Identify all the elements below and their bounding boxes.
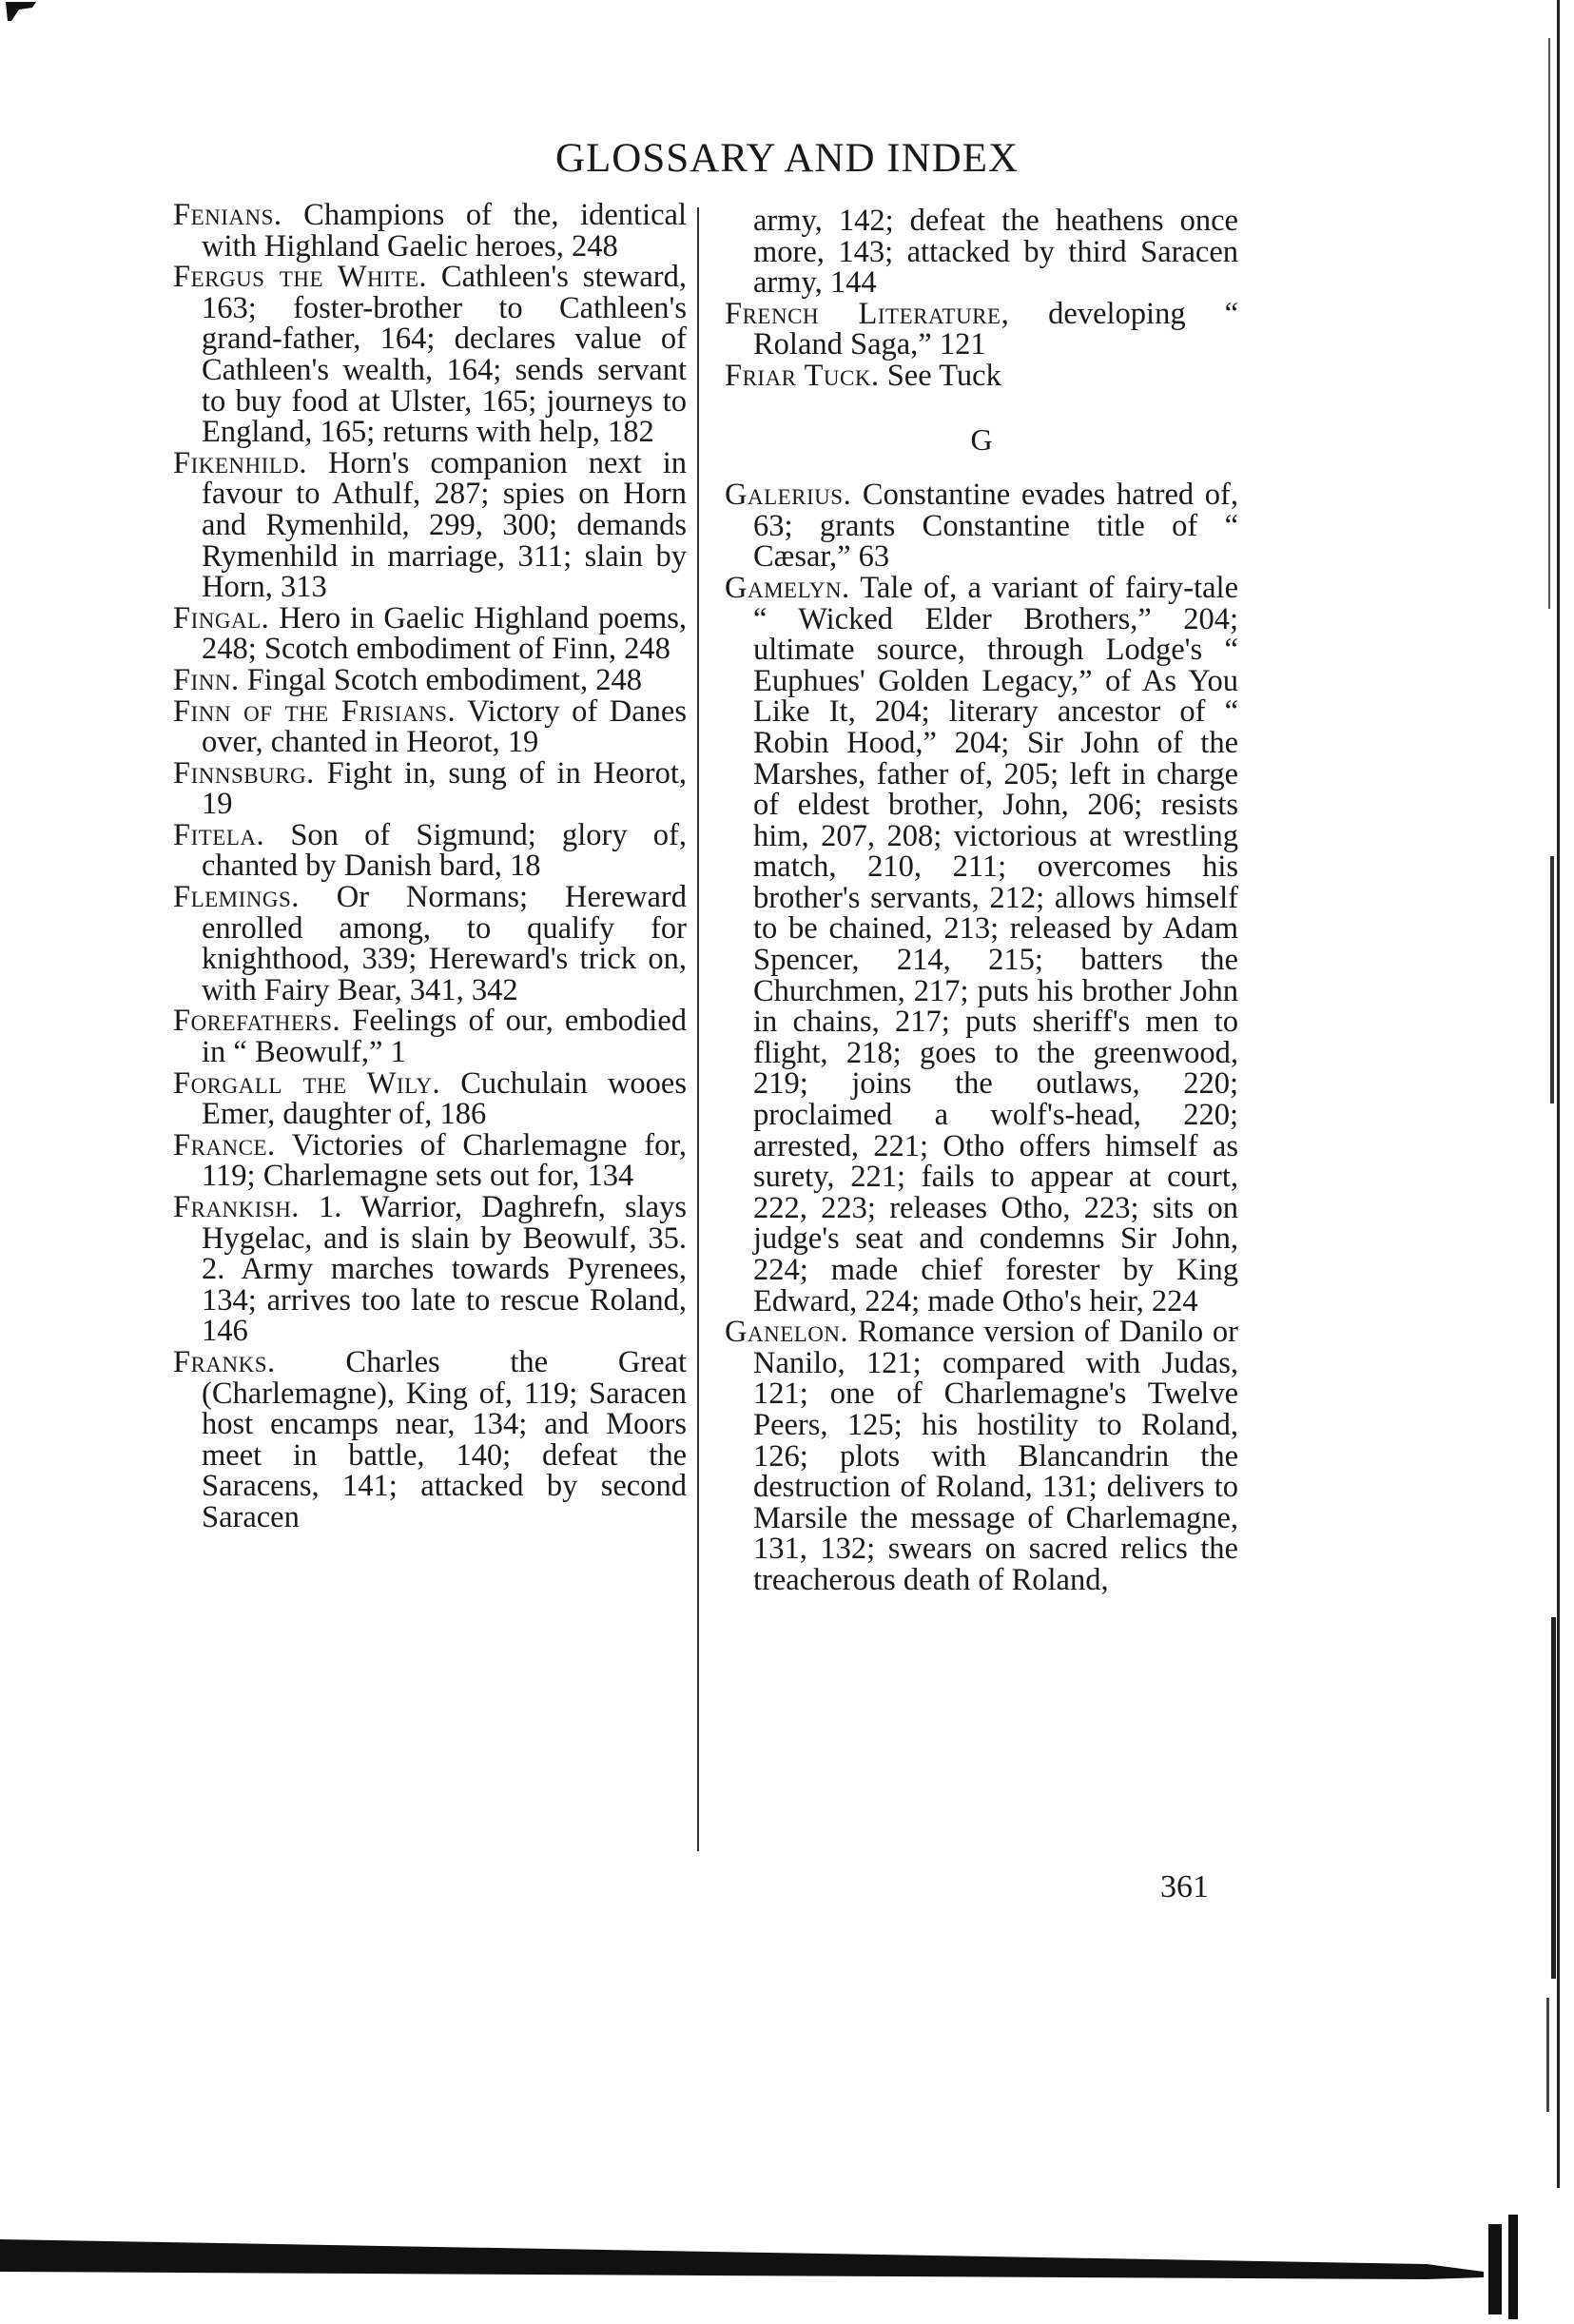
entry-headword: Flemings. xyxy=(173,880,300,915)
bottom-scan-edge xyxy=(0,2215,1574,2324)
entry-headword: Franks. xyxy=(173,1344,276,1379)
index-entry xyxy=(725,1317,1238,1595)
index-entry xyxy=(725,570,1238,1318)
index-entry xyxy=(173,755,687,822)
entry-text: Fight in, sung of in Heorot, 19 xyxy=(202,755,687,822)
entry-text: Cuchulain wooes Emer, daughter of, 186 xyxy=(202,1065,687,1132)
entry-headword: Fergus the White. xyxy=(173,260,428,295)
index-entry xyxy=(725,479,1238,573)
entry-headword: Friar Tuck. xyxy=(725,358,880,393)
entry-text: Victories of Charlemagne for, 119; Charlemagne sets out for, 134 xyxy=(202,1127,687,1194)
index-entry xyxy=(173,1004,687,1070)
entry-headword: Fingal. xyxy=(173,600,270,635)
index-entry xyxy=(173,1065,687,1132)
entry-headword: Fitela. xyxy=(173,817,265,852)
entry-headword: Finn of the Frisians. xyxy=(173,693,457,729)
index-entry xyxy=(173,1127,687,1194)
entry-text: Romance version of Danilo or Nanilo, 121; compared with Judas, 121; one of Charlemagne's Twelve Peers, 125; his hostility to Roland, 126; plots with Blancandrin the destruction of Roland, 131; delivers to Marsile the message of Charlemagne, 131, 132; swears on sacred relics the treacherous death of Roland, xyxy=(753,1315,1238,1597)
column-divider xyxy=(697,207,699,1851)
entry-text: Horn's companion next in favour to Athulf, 287; spies on Horn and Rymenhild, 299, 300; demands Rymenhild in marriage, 311; slain by Horn, 313 xyxy=(202,445,687,605)
section-letter: G xyxy=(970,421,993,457)
entry-headword: Ganelon. xyxy=(725,1315,849,1350)
entry-text: Charles the Great (Charlemagne), King of, 119; Saracen host encamps near, 134; and Moors meet in battle, 140; defeat the Saracens, 141; attacked by second Saracen xyxy=(202,1344,687,1534)
entry-text: Son of Sigmund; glory of, chanted by Danish bard, 18 xyxy=(202,817,687,884)
entry-headword: Frankish. xyxy=(173,1190,300,1224)
index-entry xyxy=(173,662,687,697)
entry-text: Or Normans; Hereward enrolled among, to qualify for knighthood, 339; Hereward's trick on, with Fairy Bear, 341, 342 xyxy=(202,880,687,1007)
index-entry xyxy=(173,200,687,262)
entry-headword: French Literature, xyxy=(725,296,1010,331)
entry-headword: Gamelyn. xyxy=(725,570,850,605)
page-number: 361 xyxy=(1160,1869,1209,1904)
entry-headword: France. xyxy=(173,1127,276,1162)
entry-text: Hero in Gaelic Highland poems, 248; Scotch embodiment of Finn, 248 xyxy=(202,600,687,667)
right-column xyxy=(725,205,1238,1596)
entry-text: Champions of the, identical with Highland Gaelic heroes, 248 xyxy=(202,198,687,264)
index-entry xyxy=(173,445,687,605)
entry-text: Constantine evades hatred of, 63; grants Constantine title of “ Cæsar,” 63 xyxy=(753,478,1238,575)
left-column xyxy=(173,200,687,1533)
entry-text: See Tuck xyxy=(879,358,1001,393)
corner-mark xyxy=(6,0,38,23)
index-entry xyxy=(173,262,687,448)
index-entry xyxy=(725,296,1238,362)
index-entry xyxy=(173,882,687,1006)
index-entry xyxy=(173,1192,687,1347)
index-entry xyxy=(173,1344,687,1534)
index-entry xyxy=(173,693,687,760)
entry-text: Victory of Danes over, chanted in Heorot, 19 xyxy=(202,693,687,760)
index-entry xyxy=(725,358,1238,393)
right-scan-edge xyxy=(1522,0,1574,2324)
entry-text: army, 142; defeat the heathens once more, 143; attacked by third Saracen army, 144 xyxy=(753,204,1238,301)
entry-headword: Forgall the Wily. xyxy=(173,1065,441,1101)
entry-headword: Fikenhild. xyxy=(173,445,308,480)
entry-headword: Forefathers. xyxy=(173,1004,341,1039)
entry-headword: Finnsburg. xyxy=(173,755,315,791)
entry-text: developing “ Roland Saga,” 121 xyxy=(753,296,1238,362)
index-entry xyxy=(173,600,687,667)
entry-text: Tale of, a variant of fairy-tale “ Wicked Elder Brothers,” 204; ultimate source, through Lodge's “ Euphues' Golden Legacy,” of As You Like It, 204; literary ancestor of “ Robin Hood,” 204; Sir John of the Marshes, father of, 205; left in charge of eldest brother, John, 206; resists him, 207, 208; victorious at wrestling match, 210, 211; overcomes his brother's servants, 212; allows himself to be chained, 213; released by Adam Spencer, 214, 215; batters the Churchmen, 217; puts his brother John in chains, 217; puts sheriff's men to flight, 218; goes to the greenwood, 219; joins the outlaws, 220; proclaimed a wolf's-head, 220; arrested, 221; Otho offers himself as surety, 221; fails to appear at court, 222, 223; releases Otho, 223; sits on judge's seat and condemns Sir John, 224; made chief forester by King Edward, 224; made Otho's heir, 224 xyxy=(753,570,1238,1318)
entry-headword: Finn. xyxy=(173,662,240,697)
entry-text: 1. Warrior, Daghrefn, slays Hygelac, and is slain by Beowulf, 35. 2. Army marches towards Pyrenees, 134; arrives too late to rescue Roland, 146 xyxy=(202,1190,687,1349)
entry-text: Feelings of our, embodied in “ Beowulf,” 1 xyxy=(202,1004,687,1070)
index-entry xyxy=(725,205,1238,299)
index-entry xyxy=(173,817,687,884)
entry-text: Cathleen's steward, 163; foster-brother to Cathleen's grand-father, 164; declares value of Cathleen's wealth, 164; sends servant to buy food at Ulster, 165; journeys to England, 165; returns with help, 182 xyxy=(202,260,687,450)
entry-text: Fingal Scotch embodiment, 248 xyxy=(239,662,642,697)
entry-headword: Galerius. xyxy=(725,478,852,513)
page-title: GLOSSARY AND INDEX xyxy=(554,136,1020,181)
entry-headword: Fenians. xyxy=(173,198,282,232)
